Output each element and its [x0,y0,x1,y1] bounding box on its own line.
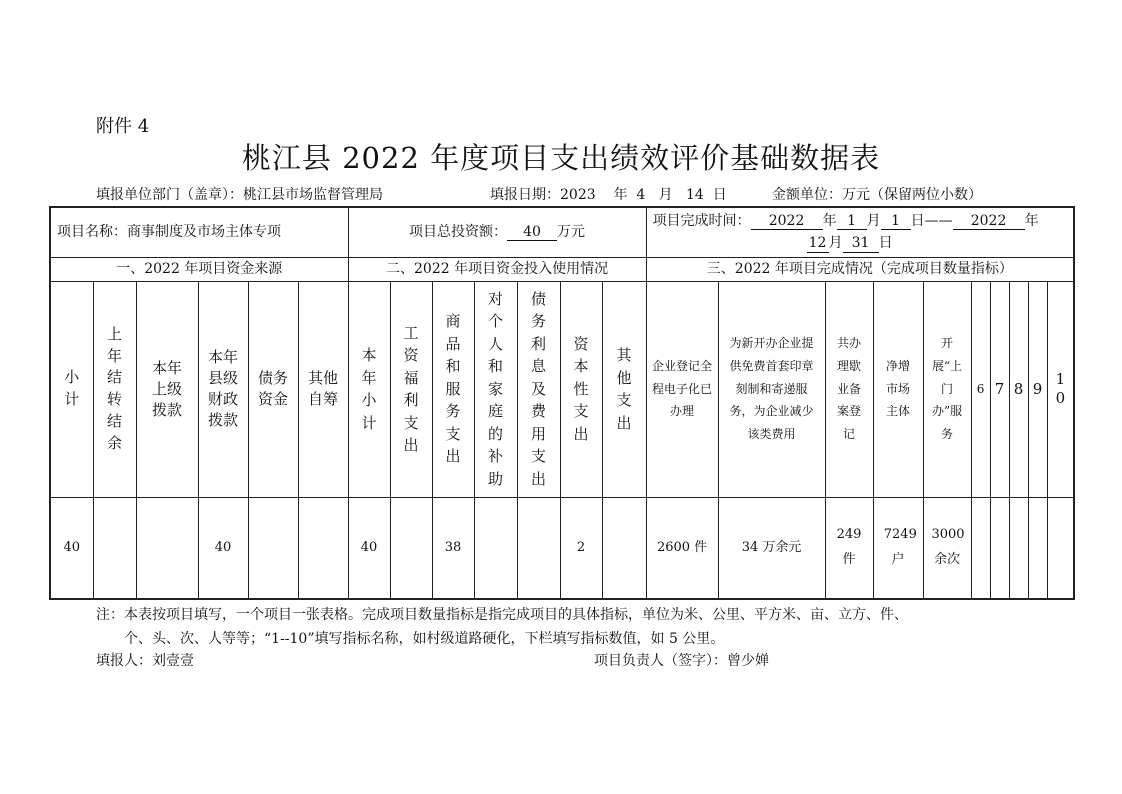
header-text: 8 [1013,379,1024,398]
header-text: 其他支出 [616,346,632,432]
section-completion: 三、2022 年项目完成情况（完成项目数量指标） [646,257,1074,281]
start-month: 1 [837,214,867,230]
col-county-allocation [198,281,248,497]
col-indicator-10 [1047,281,1074,497]
date-label: 填报日期： [490,187,560,203]
val-indicator-8 [1009,497,1028,599]
val-superior-allocation [136,497,198,599]
header-text: 工资福利支出 [403,323,419,454]
project-leader: 项目负责人（签字）：曾少婵 [594,653,769,669]
end-year-char: 年 [1024,212,1039,229]
col-goods-services [432,281,474,497]
project-name: 项目名称：商事制度及市场主体专项 [50,207,348,257]
attachment-label: 附件 4 [96,116,150,137]
val-debt-interest [517,497,560,599]
end-month-char: 月 [828,235,843,252]
val-indicator-6 [971,497,990,599]
header-text: 10 [1055,369,1066,407]
col-closure-filing [825,281,873,497]
project-completion-time [646,207,1074,257]
val-goods-services: 38 [432,497,474,599]
value-text: 7249户 [883,527,917,567]
col-indicator-9 [1028,281,1047,497]
col-other-expense [602,281,646,497]
header-text: 上年结转结余 [106,324,122,452]
header-text: 开展“上门办”服务 [931,336,963,442]
col-carryover [93,281,136,497]
header-text: 资本性支出 [573,334,589,443]
col-free-seals [718,281,825,497]
val-indicator-10 [1047,497,1074,599]
header-text: 企业登记全程电子化已办理 [652,358,713,419]
page-title: 桃江县 2022 年度项目支出绩效评价基础数据表 [241,141,881,175]
col-indicator-7 [990,281,1009,497]
header-text: 小计 [64,368,80,408]
val-e-registration: 2600 件 [646,497,718,599]
val-door-service [923,497,971,599]
header-text: 债务利息及费用支出 [531,289,547,488]
value-text: 3000余次 [931,527,965,567]
investment-unit: 万元 [557,223,586,240]
col-superior-allocation [136,281,198,497]
start-day-char: 日 [910,212,925,229]
header-text: 共办理歇业备案登记 [837,336,862,442]
reporting-unit: 填报单位部门（盖章）：桃江县市场监督管理局 [96,187,383,203]
val-carryover [93,497,136,599]
val-subsidies [474,497,517,599]
val-self-raised [298,497,348,599]
header-text: 9 [1032,379,1043,398]
end-month: 12 [807,236,829,252]
section-source: 一、2022 年项目资金来源 [50,257,348,281]
col-capital [560,281,602,497]
header-text: 本年上级拨款 [151,358,182,419]
val-other-expense [602,497,646,599]
header-text: 本年县级财政拨款 [207,348,238,429]
col-door-service [923,281,971,497]
data-table [49,206,1075,600]
val-indicator-7 [990,497,1009,599]
time-label: 项目完成时间： [652,212,751,229]
project-investment [348,207,646,257]
note-line-1: 注：本表按项目填写，一个项目一张表格。完成项目数量指标是指完成项目的具体指标，单位为米、公里、平方米、亩、立方、件、 [96,607,908,623]
filler-name: 填报人：刘壹壹 [96,653,194,669]
start-month-char: 月 [866,212,881,229]
header-text: 对个人和家庭的补助 [488,289,504,488]
col-indicator-8 [1009,281,1028,497]
investment-value: 40 [507,225,557,241]
header-text: 净增市场主体 [886,358,911,419]
col-self-raised [298,281,348,497]
date-year-char: 年 [613,187,628,203]
val-indicator-9 [1028,497,1047,599]
date-day-char: 日 [712,187,727,203]
date-year: 2023 [560,187,596,203]
col-usage-subtotal [348,281,390,497]
value-text: 249件 [836,527,862,567]
date-month: 4 [636,187,646,203]
val-net-market-entities [873,497,923,599]
val-county-allocation: 40 [198,497,248,599]
end-day: 31 [843,236,879,252]
header-text: 7 [994,379,1005,398]
header-text: 其他自筹 [308,369,339,408]
time-dash: —— [924,212,953,229]
header-text: 本年小计 [361,346,377,432]
val-debt-funds [248,497,298,599]
money-unit: 金额单位：万元（保留两位小数） [772,187,982,203]
col-net-market-entities [873,281,923,497]
header-text: 商品和服务支出 [445,312,461,466]
header-text: 为新开办企业提供免费首套印章刻制和寄递服务，为企业减少该类费用 [729,336,814,442]
col-debt-interest [517,281,560,497]
col-salary [390,281,432,497]
val-closure-filing [825,497,873,599]
val-usage-subtotal: 40 [348,497,390,599]
val-source-subtotal: 40 [50,497,93,599]
val-salary [390,497,432,599]
section-usage: 二、2022 年项目资金投入使用情况 [348,257,646,281]
header-text: 6 [976,381,985,396]
col-subsidies [474,281,517,497]
end-day-char: 日 [878,235,893,252]
header-text: 债务资金 [257,369,288,408]
start-year: 2022 [751,214,823,230]
col-indicator-6 [971,281,990,497]
date-day: 14 [686,187,704,203]
col-e-registration [646,281,718,497]
col-debt-funds [248,281,298,497]
col-source-subtotal [50,281,93,497]
start-day: 1 [881,214,911,230]
date-month-char: 月 [658,187,673,203]
investment-label: 项目总投资额： [409,223,508,240]
val-capital: 2 [560,497,602,599]
report-date [490,184,727,204]
val-free-seals: 34 万余元 [718,497,825,599]
start-year-char: 年 [822,212,837,229]
end-year: 2022 [953,214,1025,230]
note-line-2: 个、头、次、人等等；“1--10”填写指标名称，如村级道路硬化，下栏填写指标数值，如 5 公里。 [124,631,725,647]
